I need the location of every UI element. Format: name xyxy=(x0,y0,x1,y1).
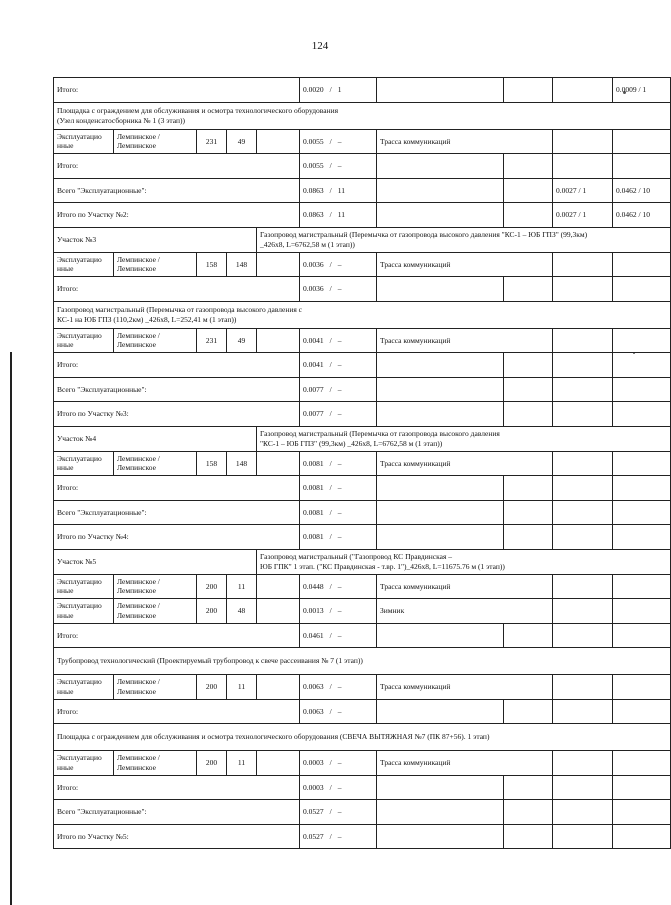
plot-title: Участок №4 xyxy=(54,426,257,451)
count-value: 11 xyxy=(337,210,345,220)
total-row xyxy=(54,476,671,501)
quarter-number-cell: 200 xyxy=(197,751,227,776)
area-count-cell xyxy=(300,525,377,550)
total-col10: 0.0462 / 10 xyxy=(613,178,671,203)
plot-number-cell: 11 xyxy=(227,574,257,599)
empty-cell xyxy=(504,623,553,648)
empty-cell xyxy=(377,699,504,724)
category-cell: Эксплуатацио нные xyxy=(54,574,114,599)
empty-cell xyxy=(613,252,671,277)
total-col9 xyxy=(553,154,613,179)
total-col10 xyxy=(613,377,671,402)
section-header-row xyxy=(54,648,671,675)
purpose-cell: Трасса коммуникаций xyxy=(377,129,553,154)
total-row xyxy=(54,277,671,302)
area-value: 0.0020 xyxy=(303,85,324,95)
total-row xyxy=(54,377,671,402)
empty-cell xyxy=(504,402,553,427)
total-col9 xyxy=(553,500,613,525)
area-value: 0.0448 xyxy=(303,581,324,591)
empty-cell xyxy=(504,203,553,228)
empty-cell xyxy=(504,476,553,501)
plot-number-cell: 148 xyxy=(227,451,257,476)
count-value: – xyxy=(337,532,342,542)
area-value: 0.0041 xyxy=(303,335,324,345)
empty-cell xyxy=(613,328,671,353)
count-value: – xyxy=(337,483,342,493)
count-value: – xyxy=(337,758,342,768)
section-title: Площадка с ограждением для обслуживания и осмотра технологического оборудования (СВЕЧА ВЫТЯЖНАЯ №7 (ПК 87+56). 1 этап) xyxy=(54,724,671,751)
total-label: Итого: xyxy=(54,277,300,302)
area-value: 0.0527 xyxy=(303,807,324,817)
empty-cell xyxy=(553,129,613,154)
total-label: Всего "Эксплуатационные": xyxy=(54,178,300,203)
section-title: Площадка с ограждением для обслуживания и осмотра технологического оборудования (Узел конденсатосборника № 1 (3 этап)) xyxy=(54,102,671,129)
empty-cell xyxy=(553,252,613,277)
count-value: – xyxy=(337,630,342,640)
location-cell: Лемпинское / Лемпинское xyxy=(114,252,197,277)
count-value: – xyxy=(337,606,342,616)
area-count-cell xyxy=(300,328,377,353)
area-count-cell xyxy=(300,675,377,700)
total-row xyxy=(54,203,671,228)
total-col10: 0.0462 / 10 xyxy=(613,203,671,228)
total-col9 xyxy=(553,775,613,800)
area-count-cell xyxy=(300,574,377,599)
section-header-row xyxy=(54,724,671,751)
empty-cell xyxy=(504,500,553,525)
empty-cell xyxy=(504,824,553,849)
section-header-row xyxy=(54,301,671,328)
total-col10 xyxy=(613,277,671,302)
area-count-cell xyxy=(300,203,377,228)
quarter-number-cell: 200 xyxy=(197,675,227,700)
fraction-separator: / xyxy=(329,807,332,817)
total-col9 xyxy=(553,78,613,103)
count-value: – xyxy=(337,136,342,146)
purpose-cell: Трасса коммуникаций xyxy=(377,252,553,277)
total-col9 xyxy=(553,824,613,849)
empty-cell xyxy=(504,178,553,203)
total-label: Итого: xyxy=(54,154,300,179)
count-value: – xyxy=(337,706,342,716)
total-row xyxy=(54,775,671,800)
area-value: 0.0077 xyxy=(303,384,324,394)
area-value: 0.0013 xyxy=(303,606,324,616)
area-count-cell xyxy=(300,377,377,402)
empty-cell xyxy=(377,203,504,228)
plot-title: Участок №3 xyxy=(54,227,257,252)
count-value: – xyxy=(337,807,342,817)
total-label: Итого: xyxy=(54,775,300,800)
category-cell: Эксплуатацио нные xyxy=(54,129,114,154)
total-label: Итого: xyxy=(54,623,300,648)
empty-cell xyxy=(257,252,300,277)
count-value: 11 xyxy=(337,185,345,195)
table-row xyxy=(54,599,671,624)
fraction-separator: / xyxy=(329,532,332,542)
empty-cell xyxy=(504,775,553,800)
empty-cell xyxy=(613,129,671,154)
plot-header-row xyxy=(54,227,671,252)
total-row xyxy=(54,500,671,525)
fraction-separator: / xyxy=(329,210,332,220)
table-row xyxy=(54,751,671,776)
quarter-number-cell: 200 xyxy=(197,574,227,599)
fraction-separator: / xyxy=(329,507,332,517)
empty-cell xyxy=(377,277,504,302)
purpose-cell: Трасса коммуникаций xyxy=(377,574,553,599)
empty-cell xyxy=(377,525,504,550)
total-col10 xyxy=(613,500,671,525)
area-value: 0.0063 xyxy=(303,706,324,716)
area-value: 0.0003 xyxy=(303,782,324,792)
area-value: 0.0036 xyxy=(303,259,324,269)
empty-cell xyxy=(377,353,504,378)
count-value: – xyxy=(337,409,342,419)
total-label: Итого по Участку №2: xyxy=(54,203,300,228)
area-count-cell xyxy=(300,800,377,825)
empty-cell xyxy=(553,675,613,700)
location-cell: Лемпинское / Лемпинское xyxy=(114,574,197,599)
count-value: – xyxy=(337,259,342,269)
empty-cell xyxy=(377,623,504,648)
total-label: Итого: xyxy=(54,353,300,378)
empty-cell xyxy=(504,277,553,302)
area-value: 0.0527 xyxy=(303,831,324,841)
total-row xyxy=(54,78,671,103)
area-count-cell xyxy=(300,451,377,476)
quarter-number-cell: 231 xyxy=(197,328,227,353)
area-count-cell xyxy=(300,599,377,624)
empty-cell xyxy=(553,328,613,353)
empty-cell xyxy=(553,574,613,599)
table-row xyxy=(54,252,671,277)
area-value: 0.0041 xyxy=(303,360,324,370)
plot-title: Участок №5 xyxy=(54,549,257,574)
total-col10 xyxy=(613,699,671,724)
quarter-number-cell: 158 xyxy=(197,451,227,476)
total-col10 xyxy=(613,476,671,501)
section-title: Трубопровод технологический (Проектируемый трубопровод к свече рассеивания № 7 (1 этап)) xyxy=(54,648,671,675)
empty-cell xyxy=(553,451,613,476)
area-value: 0.0081 xyxy=(303,458,324,468)
area-count-cell xyxy=(300,353,377,378)
plot-description: Газопровод магистральный (Перемычка от газопровода высокого давления "КС-1 – ЮБ ГПЗ" (99,3км) _426х8, L=6762,58 м (1 этап)) xyxy=(257,426,671,451)
total-col9 xyxy=(553,623,613,648)
area-count-cell xyxy=(300,154,377,179)
fraction-separator: / xyxy=(329,831,332,841)
empty-cell xyxy=(504,377,553,402)
total-col9: 0.0027 / 1 xyxy=(553,203,613,228)
quarter-number-cell: 158 xyxy=(197,252,227,277)
empty-cell xyxy=(257,451,300,476)
quarter-number-cell: 231 xyxy=(197,129,227,154)
empty-cell xyxy=(504,800,553,825)
area-value: 0.0461 xyxy=(303,630,324,640)
empty-cell xyxy=(257,328,300,353)
table-row xyxy=(54,574,671,599)
area-count-cell xyxy=(300,476,377,501)
count-value: – xyxy=(337,360,342,370)
category-cell: Эксплуатацио нные xyxy=(54,328,114,353)
empty-cell xyxy=(504,699,553,724)
purpose-cell: Трасса коммуникаций xyxy=(377,328,553,353)
count-value: – xyxy=(337,831,342,841)
plot-number-cell: 11 xyxy=(227,675,257,700)
count-value: – xyxy=(337,581,342,591)
area-value: 0.0077 xyxy=(303,409,324,419)
area-value: 0.0063 xyxy=(303,682,324,692)
fraction-separator: / xyxy=(329,758,332,768)
section-title: Газопровод магистральный (Перемычка от газопровода высокого давления с КС-1 на ЮБ ГПЗ (110,2км) _426х8, L=252,41 м (1 этап)) xyxy=(54,301,671,328)
total-col9 xyxy=(553,377,613,402)
empty-cell xyxy=(504,353,553,378)
table-row xyxy=(54,675,671,700)
area-count-cell xyxy=(300,129,377,154)
empty-cell xyxy=(504,78,553,103)
fraction-separator: / xyxy=(329,682,332,692)
empty-cell xyxy=(377,476,504,501)
purpose-cell: Зимник xyxy=(377,599,553,624)
empty-cell xyxy=(257,675,300,700)
count-value: – xyxy=(337,458,342,468)
empty-cell xyxy=(377,78,504,103)
plot-number-cell: 11 xyxy=(227,751,257,776)
area-count-cell xyxy=(300,78,377,103)
area-value: 0.0036 xyxy=(303,284,324,294)
empty-cell xyxy=(613,599,671,624)
fraction-separator: / xyxy=(329,85,332,95)
scan-edge-mark xyxy=(10,352,12,905)
location-cell: Лемпинское / Лемпинское xyxy=(114,599,197,624)
area-count-cell xyxy=(300,252,377,277)
count-value: – xyxy=(337,161,342,171)
total-row xyxy=(54,178,671,203)
empty-cell xyxy=(377,775,504,800)
total-col10 xyxy=(613,824,671,849)
area-count-cell xyxy=(300,402,377,427)
category-cell: Эксплуатацио нные xyxy=(54,675,114,700)
count-value: – xyxy=(337,507,342,517)
total-label: Всего "Эксплуатационные": xyxy=(54,500,300,525)
plot-number-cell: 49 xyxy=(227,129,257,154)
count-value: – xyxy=(337,682,342,692)
total-label: Итого: xyxy=(54,78,300,103)
total-col9 xyxy=(553,476,613,501)
plot-number-cell: 48 xyxy=(227,599,257,624)
total-row xyxy=(54,824,671,849)
total-col9 xyxy=(553,699,613,724)
area-value: 0.0081 xyxy=(303,532,324,542)
total-col9 xyxy=(553,277,613,302)
empty-cell xyxy=(613,675,671,700)
category-cell: Эксплуатацио нные xyxy=(54,252,114,277)
fraction-separator: / xyxy=(329,161,332,171)
total-col9 xyxy=(553,353,613,378)
table-row xyxy=(54,451,671,476)
fraction-separator: / xyxy=(329,606,332,616)
fraction-separator: / xyxy=(329,706,332,716)
empty-cell xyxy=(553,751,613,776)
location-cell: Лемпинское / Лемпинское xyxy=(114,328,197,353)
count-value: 1 xyxy=(337,85,342,95)
total-label: Итого: xyxy=(54,476,300,501)
total-row xyxy=(54,353,671,378)
fraction-separator: / xyxy=(329,581,332,591)
empty-cell xyxy=(504,154,553,179)
total-col10: 0.0009 / 1 xyxy=(613,78,671,103)
count-value: – xyxy=(337,782,342,792)
area-count-cell xyxy=(300,775,377,800)
empty-cell xyxy=(377,377,504,402)
fraction-separator: / xyxy=(329,185,332,195)
count-value: – xyxy=(337,335,342,345)
empty-cell xyxy=(613,451,671,476)
empty-cell xyxy=(257,574,300,599)
area-value: 0.0081 xyxy=(303,483,324,493)
total-row xyxy=(54,699,671,724)
fraction-separator: / xyxy=(329,483,332,493)
purpose-cell: Трасса коммуникаций xyxy=(377,451,553,476)
total-col9 xyxy=(553,402,613,427)
empty-cell xyxy=(553,599,613,624)
count-value: – xyxy=(337,284,342,294)
area-value: 0.0863 xyxy=(303,210,324,220)
total-col10 xyxy=(613,525,671,550)
total-row xyxy=(54,525,671,550)
area-count-cell xyxy=(300,277,377,302)
total-row xyxy=(54,800,671,825)
category-cell: Эксплуатацио нные xyxy=(54,751,114,776)
total-col10 xyxy=(613,623,671,648)
count-value: – xyxy=(337,384,342,394)
fraction-separator: / xyxy=(329,384,332,394)
total-label: Всего "Эксплуатационные": xyxy=(54,377,300,402)
total-row xyxy=(54,154,671,179)
category-cell: Эксплуатацио нные xyxy=(54,451,114,476)
plot-number-cell: 148 xyxy=(227,252,257,277)
area-count-cell xyxy=(300,500,377,525)
total-col10 xyxy=(613,800,671,825)
total-label: Итого по Участку №3: xyxy=(54,402,300,427)
location-cell: Лемпинское / Лемпинское xyxy=(114,675,197,700)
total-col9: 0.0027 / 1 xyxy=(553,178,613,203)
empty-cell xyxy=(613,751,671,776)
empty-cell xyxy=(257,751,300,776)
total-col9 xyxy=(553,800,613,825)
area-count-cell xyxy=(300,824,377,849)
category-cell: Эксплуатацио нные xyxy=(54,599,114,624)
plot-number-cell: 49 xyxy=(227,328,257,353)
fraction-separator: / xyxy=(329,360,332,370)
empty-cell xyxy=(504,525,553,550)
fraction-separator: / xyxy=(329,458,332,468)
section-header-row xyxy=(54,102,671,129)
plot-header-row xyxy=(54,549,671,574)
empty-cell xyxy=(377,800,504,825)
total-label: Всего "Эксплуатационные": xyxy=(54,800,300,825)
empty-cell xyxy=(257,599,300,624)
location-cell: Лемпинское / Лемпинское xyxy=(114,129,197,154)
area-count-cell xyxy=(300,178,377,203)
fraction-separator: / xyxy=(329,409,332,419)
empty-cell xyxy=(377,402,504,427)
empty-cell xyxy=(257,129,300,154)
area-value: 0.0055 xyxy=(303,161,324,171)
empty-cell xyxy=(377,178,504,203)
location-cell: Лемпинское / Лемпинское xyxy=(114,751,197,776)
table-row xyxy=(54,328,671,353)
fraction-separator: / xyxy=(329,259,332,269)
total-row xyxy=(54,402,671,427)
total-row xyxy=(54,623,671,648)
area-value: 0.0003 xyxy=(303,758,324,768)
total-label: Итого по Участку №4: xyxy=(54,525,300,550)
area-value: 0.0081 xyxy=(303,507,324,517)
total-label: Итого по Участку №5: xyxy=(54,824,300,849)
plot-description: Газопровод магистральный ("Газопровод КС Правдинская – ЮБ ГПК" 1 этап. ("КС Правдинская - т.вр. 1")_426х8, L=11675.76 м (1 этап)) xyxy=(257,549,671,574)
purpose-cell: Трасса коммуникаций xyxy=(377,751,553,776)
land-allocation-table xyxy=(53,77,671,849)
fraction-separator: / xyxy=(329,335,332,345)
empty-cell xyxy=(377,154,504,179)
plot-header-row xyxy=(54,426,671,451)
area-count-cell xyxy=(300,623,377,648)
area-value: 0.0863 xyxy=(303,185,324,195)
fraction-separator: / xyxy=(329,136,332,146)
table-row xyxy=(54,129,671,154)
purpose-cell: Трасса коммуникаций xyxy=(377,675,553,700)
total-col10 xyxy=(613,402,671,427)
total-col10 xyxy=(613,154,671,179)
empty-cell xyxy=(613,574,671,599)
location-cell: Лемпинское / Лемпинское xyxy=(114,451,197,476)
total-col10 xyxy=(613,353,671,378)
total-col10 xyxy=(613,775,671,800)
area-count-cell xyxy=(300,699,377,724)
total-col9 xyxy=(553,525,613,550)
empty-cell xyxy=(377,824,504,849)
plot-description: Газопровод магистральный (Перемычка от газопровода высокого давления "КС-1 – ЮБ ГПЗ" (99,3км) _426х8, L=6762,58 м (1 этап)) xyxy=(257,227,671,252)
total-label: Итого: xyxy=(54,699,300,724)
area-count-cell xyxy=(300,751,377,776)
fraction-separator: / xyxy=(329,284,332,294)
empty-cell xyxy=(377,500,504,525)
fraction-separator: / xyxy=(329,782,332,792)
area-value: 0.0055 xyxy=(303,136,324,146)
page-number: 124 xyxy=(311,40,329,52)
quarter-number-cell: 200 xyxy=(197,599,227,624)
fraction-separator: / xyxy=(329,630,332,640)
